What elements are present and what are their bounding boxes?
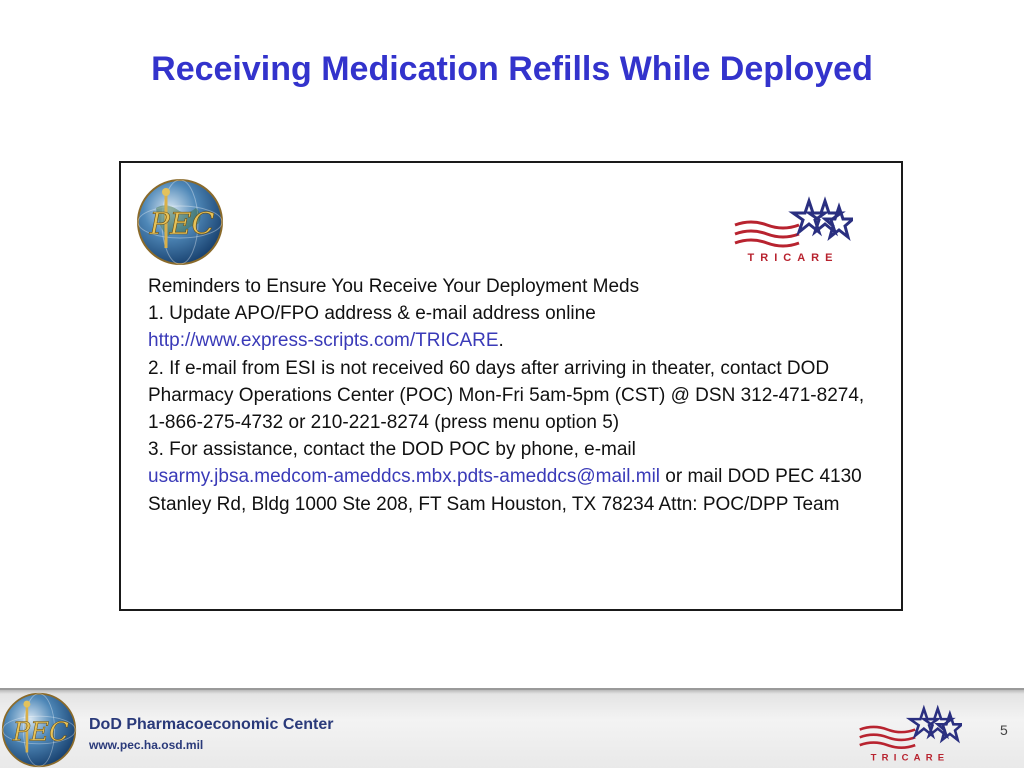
reminders-heading: Reminders to Ensure You Receive Your Deployment Meds [148,276,640,297]
reminder-item-3 [148,436,868,518]
footer-pec-logo-text: PEC [12,717,69,748]
reminder-item-2: 2. If e-mail from ESI is not received 60 days after arriving in theater, contact DOD Pharmacy Operations Center (POC) Mon-Fri 5am-5pm (CST) @ DSN 312-471-8274, 1-866-275-4732 or 210-221-8274 (press menu option 5) [148,357,865,434]
poc-email-link[interactable]: usarmy.jbsa.medcom-ameddcs.mbx.pdts-ameddcs@mail.mil [148,466,661,488]
item3-suffix: or mail DOD PEC 4130 Stanley Rd, Bldg 1000 Ste 208, FT Sam Houston, TX 78234 Attn: POC/DPP Team [148,466,862,515]
footer-pec-globe-logo-icon [1,692,77,768]
content-box [119,161,903,611]
slide-title: Receiving Medication Refills While Deployed [151,50,873,88]
pec-logo-text: PEC [149,207,215,242]
item1-suffix: . [498,330,504,352]
page-number: 5 [1000,722,1008,738]
item3-text: 3. For assistance, contact the DOD POC by phone, e-mail [148,439,636,461]
item1-text: 1. Update APO/FPO address & e-mail address online [148,303,596,325]
reminders-text [148,273,868,518]
tricare-logo-text: TRICARE [747,252,839,264]
pec-globe-logo-icon [136,178,224,266]
footer-url[interactable]: www.pec.ha.osd.mil [89,738,204,752]
tricare-logo-icon [733,193,853,265]
express-scripts-link[interactable]: http://www.express-scripts.com/TRICARE [148,330,499,352]
footer-organization: DoD Pharmacoeconomic Center [89,716,334,733]
footer-tricare-logo-text: TRICARE [870,752,950,764]
reminder-item-1 [148,300,868,354]
footer-tricare-logo-icon [858,700,962,766]
